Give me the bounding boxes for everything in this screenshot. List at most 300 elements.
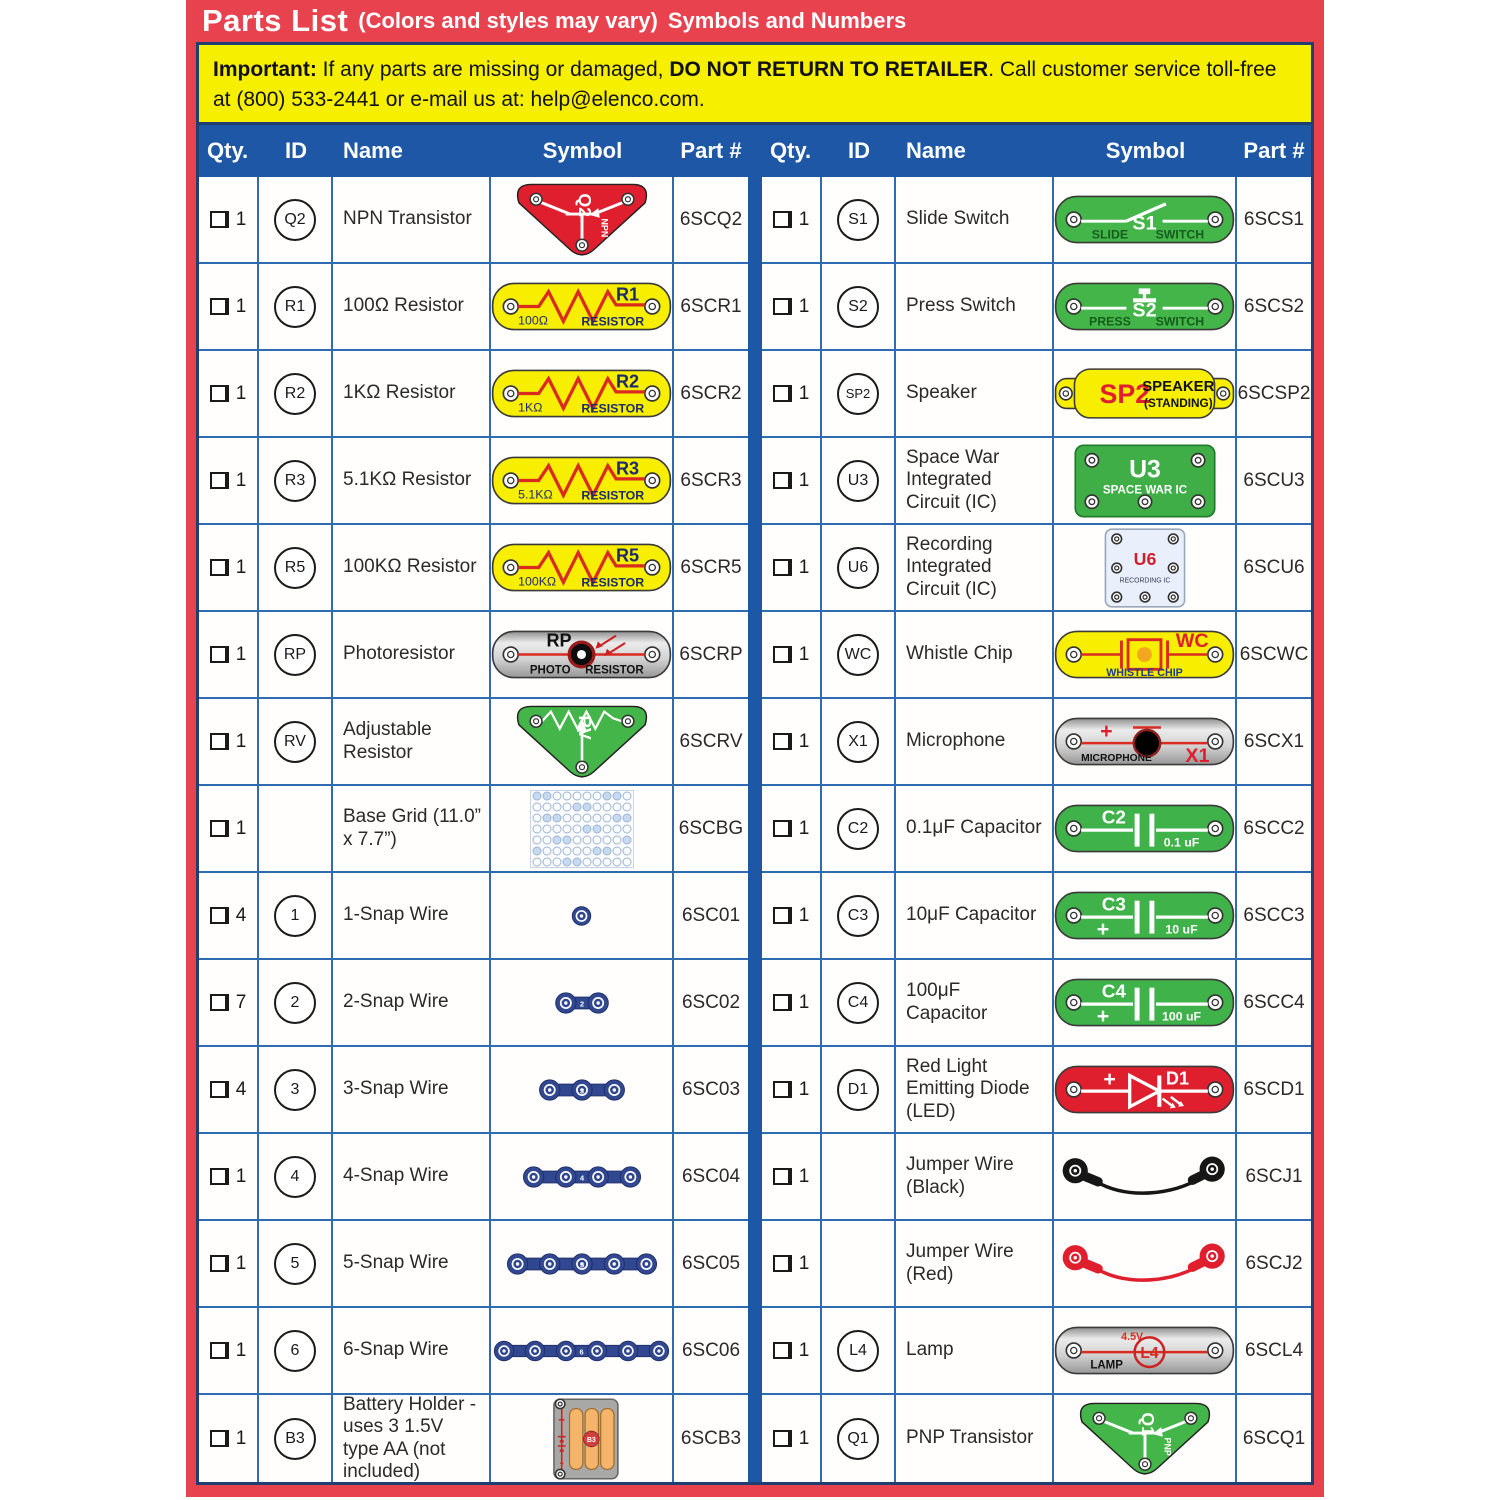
parts-table-right xyxy=(762,177,1311,1482)
part-number-cell xyxy=(1237,438,1311,525)
important-shout: DO NOT RETURN TO RETAILER xyxy=(669,58,989,81)
part-id-badge: B3 xyxy=(274,1418,316,1460)
name-cell xyxy=(896,351,1054,438)
qty-cell xyxy=(762,1395,822,1482)
id-cell xyxy=(259,351,333,438)
part-number-cell xyxy=(674,1308,748,1395)
svg-text:C2: C2 xyxy=(1101,807,1126,829)
svg-text:WC: WC xyxy=(1175,630,1209,653)
svg-text:R5: R5 xyxy=(615,545,640,566)
part-number: 6SC05 xyxy=(681,1252,741,1274)
qty-value: 1 xyxy=(798,1078,810,1100)
part-name: 3-Snap Wire xyxy=(343,1078,449,1100)
svg-text:SWITCH: SWITCH xyxy=(1155,227,1205,242)
svg-text:RP: RP xyxy=(546,630,572,651)
id-cell xyxy=(822,699,896,786)
part-name: 2-Snap Wire xyxy=(343,991,449,1013)
part-number-cell xyxy=(674,1395,748,1482)
part-number: 6SCC3 xyxy=(1243,904,1305,926)
qty-value: 1 xyxy=(798,991,810,1013)
qty-checkbox[interactable] xyxy=(210,1342,229,1359)
part-number-cell xyxy=(1237,786,1311,873)
qty-checkbox[interactable] xyxy=(773,1168,792,1185)
qty-value: 1 xyxy=(235,1339,247,1361)
part-id-badge: 1 xyxy=(274,895,316,937)
svg-text:SP2: SP2 xyxy=(1099,378,1151,409)
qty-value: 1 xyxy=(798,730,810,752)
part-symbol xyxy=(1054,1134,1237,1221)
name-cell xyxy=(333,1221,491,1308)
part-number: 6SCX1 xyxy=(1243,730,1305,752)
part-name: 100μF Capacitor xyxy=(906,980,988,1024)
qty-checkbox[interactable] xyxy=(773,646,792,663)
part-number-cell xyxy=(1237,177,1311,264)
part-symbol xyxy=(1054,351,1237,438)
id-cell xyxy=(259,873,333,960)
qty-cell xyxy=(199,1308,259,1395)
name-cell xyxy=(333,1308,491,1395)
qty-checkbox[interactable] xyxy=(210,1430,229,1447)
id-cell xyxy=(822,177,896,264)
qty-value: 1 xyxy=(235,556,247,578)
id-cell xyxy=(822,1047,896,1134)
qty-value: 1 xyxy=(798,469,810,491)
name-cell xyxy=(333,351,491,438)
qty-value: 1 xyxy=(798,556,810,578)
part-number: 6SC03 xyxy=(681,1078,741,1100)
id-cell xyxy=(259,786,333,873)
part-number: 6SC04 xyxy=(681,1165,741,1187)
id-cell xyxy=(259,612,333,699)
qty-value: 1 xyxy=(798,382,810,404)
part-number-cell xyxy=(674,525,748,612)
part-symbol xyxy=(491,1395,674,1482)
name-cell xyxy=(333,525,491,612)
qty-checkbox[interactable] xyxy=(773,211,792,228)
qty-checkbox[interactable] xyxy=(210,646,229,663)
svg-text:NPN: NPN xyxy=(598,218,609,237)
part-symbol xyxy=(491,525,674,612)
part-number-cell xyxy=(1237,699,1311,786)
id-cell xyxy=(259,1134,333,1221)
part-id-badge: S1 xyxy=(837,199,879,241)
qty-checkbox[interactable] xyxy=(773,1342,792,1359)
part-number: 6SCJ2 xyxy=(1245,1252,1303,1274)
qty-checkbox[interactable] xyxy=(210,733,229,750)
id-cell xyxy=(259,1047,333,1134)
svg-text:PRESS: PRESS xyxy=(1089,314,1131,329)
part-number-cell xyxy=(674,699,748,786)
page-title-bar xyxy=(196,0,1314,42)
part-symbol xyxy=(1054,960,1237,1047)
svg-text:+: + xyxy=(557,1413,565,1427)
part-number: 6SCB3 xyxy=(680,1427,742,1449)
svg-text:RESISTOR: RESISTOR xyxy=(581,314,645,329)
part-number: 6SC01 xyxy=(681,904,741,926)
svg-text:S2: S2 xyxy=(1132,299,1157,322)
part-symbol xyxy=(491,612,674,699)
qty-cell xyxy=(199,960,259,1047)
part-symbol xyxy=(1054,612,1237,699)
qty-value: 1 xyxy=(798,1427,810,1449)
name-cell xyxy=(896,1134,1054,1221)
header-divider xyxy=(748,125,762,177)
svg-text:3: 3 xyxy=(579,1085,584,1095)
svg-text:RESISTOR: RESISTOR xyxy=(581,575,645,590)
qty-checkbox[interactable] xyxy=(773,385,792,402)
qty-cell xyxy=(199,1047,259,1134)
part-name: Jumper Wire (Red) xyxy=(906,1241,1014,1285)
qty-cell xyxy=(762,438,822,525)
part-number: 6SCWC xyxy=(1239,643,1309,665)
qty-value: 1 xyxy=(798,208,810,230)
name-cell xyxy=(896,873,1054,960)
part-name: Press Switch xyxy=(906,295,1016,317)
part-symbol xyxy=(1054,264,1237,351)
part-id-badge: 4 xyxy=(274,1156,316,1198)
part-number: 6SCS1 xyxy=(1243,208,1305,230)
parts-list-page xyxy=(186,0,1324,1497)
name-cell xyxy=(896,1047,1054,1134)
name-cell xyxy=(896,786,1054,873)
part-number-cell xyxy=(1237,612,1311,699)
svg-text:PHOTO: PHOTO xyxy=(529,664,571,677)
svg-text:X1: X1 xyxy=(1185,745,1210,768)
part-number-cell xyxy=(674,351,748,438)
svg-text:6: 6 xyxy=(579,1346,584,1356)
qty-cell xyxy=(199,612,259,699)
important-label: Important: xyxy=(213,58,317,81)
qty-value: 4 xyxy=(235,1078,247,1100)
qty-checkbox[interactable] xyxy=(210,907,229,924)
part-number: 6SCC2 xyxy=(1243,817,1305,839)
important-notice xyxy=(199,45,1311,125)
part-id-badge: WC xyxy=(837,634,879,676)
part-id-badge: R3 xyxy=(274,460,316,502)
qty-cell xyxy=(199,1134,259,1221)
part-number: 6SCRV xyxy=(679,730,743,752)
qty-value: 1 xyxy=(235,730,247,752)
name-cell xyxy=(333,177,491,264)
qty-checkbox[interactable] xyxy=(210,1255,229,1272)
part-symbol xyxy=(491,1134,674,1221)
qty-value: 1 xyxy=(235,1427,247,1449)
part-number-cell xyxy=(674,1134,748,1221)
part-symbol xyxy=(491,1047,674,1134)
qty-checkbox[interactable] xyxy=(773,733,792,750)
qty-cell xyxy=(199,438,259,525)
qty-cell xyxy=(762,264,822,351)
qty-cell xyxy=(199,525,259,612)
qty-value: 1 xyxy=(235,295,247,317)
svg-text:R3: R3 xyxy=(615,458,640,479)
part-name: Recording Integrated Circuit (IC) xyxy=(906,533,997,600)
id-cell xyxy=(822,1308,896,1395)
svg-text:C4: C4 xyxy=(1101,981,1126,1003)
part-symbol xyxy=(1054,1395,1237,1482)
id-cell xyxy=(259,177,333,264)
qty-cell xyxy=(762,177,822,264)
svg-text:4.5V: 4.5V xyxy=(1121,1330,1144,1343)
svg-text:C3: C3 xyxy=(1101,894,1126,916)
qty-cell xyxy=(199,177,259,264)
qty-cell xyxy=(762,351,822,438)
id-cell xyxy=(822,1395,896,1482)
svg-text:R1: R1 xyxy=(615,284,640,305)
qty-checkbox[interactable] xyxy=(773,1081,792,1098)
part-symbol xyxy=(1054,1308,1237,1395)
qty-cell xyxy=(199,1221,259,1308)
part-name: Space War Integrated Circuit (IC) xyxy=(906,446,1000,513)
svg-text:RECORDING IC: RECORDING IC xyxy=(1119,577,1170,585)
part-name: Microphone xyxy=(906,730,1006,752)
name-cell xyxy=(896,177,1054,264)
part-number-cell xyxy=(1237,873,1311,960)
table-divider xyxy=(748,177,762,1482)
part-name: Jumper Wire (Black) xyxy=(906,1154,1014,1198)
qty-checkbox[interactable] xyxy=(773,1255,792,1272)
svg-text:LAMP: LAMP xyxy=(1090,1359,1123,1372)
part-id-badge: R1 xyxy=(274,286,316,328)
svg-text:Q2: Q2 xyxy=(574,192,595,217)
svg-text:1KΩ: 1KΩ xyxy=(518,400,543,415)
part-number: 6SCR2 xyxy=(680,382,742,404)
svg-text:5: 5 xyxy=(579,1259,584,1269)
qty-checkbox[interactable] xyxy=(773,820,792,837)
part-symbol xyxy=(491,264,674,351)
part-number: 6SCL4 xyxy=(1244,1339,1304,1361)
id-cell xyxy=(259,264,333,351)
qty-cell xyxy=(199,264,259,351)
qty-cell xyxy=(199,786,259,873)
part-number: 6SCSP2 xyxy=(1237,382,1311,404)
qty-cell xyxy=(199,351,259,438)
qty-checkbox[interactable] xyxy=(773,907,792,924)
part-number-cell xyxy=(1237,1134,1311,1221)
col-symbol: Symbol xyxy=(1105,138,1186,163)
name-cell xyxy=(896,960,1054,1047)
qty-value: 1 xyxy=(798,1339,810,1361)
col-name: Name xyxy=(343,138,403,163)
svg-text:S1: S1 xyxy=(1132,212,1157,235)
part-name: Base Grid (11.0” x 7.7”) xyxy=(343,806,481,850)
name-cell xyxy=(896,438,1054,525)
qty-checkbox[interactable] xyxy=(210,994,229,1011)
col-id: ID xyxy=(285,138,307,163)
name-cell xyxy=(896,1221,1054,1308)
part-number-cell xyxy=(674,264,748,351)
part-name: 1KΩ Resistor xyxy=(343,382,456,404)
id-cell xyxy=(822,873,896,960)
part-name: Photoresistor xyxy=(343,643,455,665)
part-name: 1-Snap Wire xyxy=(343,904,449,926)
col-name: Name xyxy=(906,138,966,163)
part-number-cell xyxy=(674,1221,748,1308)
id-cell xyxy=(822,438,896,525)
qty-value: 7 xyxy=(235,991,247,1013)
id-cell xyxy=(822,264,896,351)
part-number: 6SCR3 xyxy=(680,469,742,491)
qty-cell xyxy=(199,873,259,960)
svg-text:+: + xyxy=(1103,1067,1116,1092)
qty-value: 1 xyxy=(235,817,247,839)
parts-table-left xyxy=(199,177,748,1482)
column-headers-left xyxy=(199,125,748,177)
part-name: Red Light Emitting Diode (LED) xyxy=(906,1055,1030,1122)
svg-text:Q1: Q1 xyxy=(1137,1411,1158,1436)
qty-cell xyxy=(199,699,259,786)
col-part: Part # xyxy=(680,138,742,163)
col-symbol: Symbol xyxy=(542,138,623,163)
part-number-cell xyxy=(674,612,748,699)
part-number-cell xyxy=(1237,1308,1311,1395)
svg-text:100Ω: 100Ω xyxy=(518,313,548,328)
part-name: PNP Transistor xyxy=(906,1427,1034,1449)
qty-value: 4 xyxy=(235,904,247,926)
part-name: 100KΩ Resistor xyxy=(343,556,477,578)
parts-tables xyxy=(199,177,1311,1482)
part-symbol xyxy=(491,438,674,525)
qty-cell xyxy=(762,1308,822,1395)
qty-checkbox[interactable] xyxy=(210,472,229,489)
part-symbol xyxy=(1054,438,1237,525)
qty-checkbox[interactable] xyxy=(773,472,792,489)
id-cell xyxy=(259,960,333,1047)
qty-checkbox[interactable] xyxy=(210,820,229,837)
part-name: 100Ω Resistor xyxy=(343,295,464,317)
part-name: 4-Snap Wire xyxy=(343,1165,449,1187)
qty-value: 1 xyxy=(235,382,247,404)
name-cell xyxy=(333,1134,491,1221)
id-cell xyxy=(822,1134,896,1221)
part-number-cell xyxy=(674,873,748,960)
part-number: 6SCD1 xyxy=(1243,1078,1305,1100)
qty-value: 1 xyxy=(235,208,247,230)
part-number-cell xyxy=(674,786,748,873)
part-id-badge: C3 xyxy=(837,895,879,937)
qty-checkbox[interactable] xyxy=(773,298,792,315)
svg-text:(STANDING): (STANDING) xyxy=(1144,395,1213,410)
svg-text:RV: RV xyxy=(574,714,595,740)
part-number: 6SCU3 xyxy=(1243,469,1305,491)
qty-checkbox[interactable] xyxy=(773,559,792,576)
part-id-badge: RV xyxy=(274,721,316,763)
part-id-badge: R2 xyxy=(274,373,316,415)
part-name: Speaker xyxy=(906,382,977,404)
part-symbol xyxy=(491,351,674,438)
important-text1: If any parts are missing or damaged, xyxy=(316,58,670,81)
qty-value: 1 xyxy=(798,1165,810,1187)
id-cell xyxy=(822,786,896,873)
part-number-cell xyxy=(1237,264,1311,351)
id-cell xyxy=(259,438,333,525)
qty-value: 1 xyxy=(798,295,810,317)
qty-checkbox[interactable] xyxy=(210,1081,229,1098)
name-cell xyxy=(333,438,491,525)
id-cell xyxy=(822,525,896,612)
part-name: Slide Switch xyxy=(906,208,1010,230)
qty-checkbox[interactable] xyxy=(210,298,229,315)
qty-value: 1 xyxy=(798,817,810,839)
qty-checkbox[interactable] xyxy=(210,1168,229,1185)
svg-text:MICROPHONE: MICROPHONE xyxy=(1081,753,1152,765)
part-symbol xyxy=(1054,525,1237,612)
qty-checkbox[interactable] xyxy=(210,211,229,228)
qty-cell xyxy=(762,612,822,699)
part-id-badge: L4 xyxy=(837,1330,879,1372)
part-number: 6SCJ1 xyxy=(1245,1165,1303,1187)
id-cell xyxy=(822,612,896,699)
svg-text:R2: R2 xyxy=(615,371,640,392)
name-cell xyxy=(896,525,1054,612)
part-name: Whistle Chip xyxy=(906,643,1013,665)
id-cell xyxy=(259,699,333,786)
part-name: 0.1μF Capacitor xyxy=(906,817,1042,839)
name-cell xyxy=(896,612,1054,699)
svg-text:RESISTOR: RESISTOR xyxy=(581,401,645,416)
part-id-badge: RP xyxy=(274,634,316,676)
part-id-badge: Q1 xyxy=(837,1418,879,1460)
svg-text:L4: L4 xyxy=(1140,1344,1159,1362)
svg-text:D1: D1 xyxy=(1165,1068,1190,1089)
svg-text:5.1KΩ: 5.1KΩ xyxy=(518,487,553,502)
id-cell xyxy=(822,960,896,1047)
part-number: 6SCBG xyxy=(678,817,744,839)
part-symbol xyxy=(1054,699,1237,786)
name-cell xyxy=(333,1047,491,1134)
id-cell xyxy=(259,1221,333,1308)
svg-text:SWITCH: SWITCH xyxy=(1155,314,1205,329)
part-symbol xyxy=(491,786,674,873)
qty-checkbox[interactable] xyxy=(210,385,229,402)
name-cell xyxy=(333,786,491,873)
part-number: 6SCU6 xyxy=(1243,556,1305,578)
svg-text:U6: U6 xyxy=(1133,548,1156,569)
qty-value: 1 xyxy=(798,904,810,926)
name-cell xyxy=(333,699,491,786)
col-qty: Qty. xyxy=(207,138,249,163)
qty-checkbox[interactable] xyxy=(210,559,229,576)
qty-checkbox[interactable] xyxy=(773,994,792,1011)
svg-text:-: - xyxy=(559,1455,564,1469)
svg-text:0.1 uF: 0.1 uF xyxy=(1163,835,1200,850)
part-name: 5.1KΩ Resistor xyxy=(343,469,472,491)
id-cell xyxy=(822,1221,896,1308)
part-id-badge: S2 xyxy=(837,286,879,328)
qty-value: 1 xyxy=(235,1165,247,1187)
name-cell xyxy=(896,699,1054,786)
part-number-cell xyxy=(1237,960,1311,1047)
col-part: Part # xyxy=(1243,138,1305,163)
svg-text:2: 2 xyxy=(579,998,584,1008)
part-number-cell xyxy=(674,960,748,1047)
part-number: 6SC02 xyxy=(681,991,741,1013)
col-qty: Qty. xyxy=(770,138,812,163)
qty-cell xyxy=(762,873,822,960)
part-symbol xyxy=(1054,873,1237,960)
column-headers-right xyxy=(762,125,1311,177)
part-id-badge: C2 xyxy=(837,808,879,850)
qty-cell xyxy=(762,699,822,786)
part-id-badge: 5 xyxy=(274,1243,316,1285)
part-symbol xyxy=(491,1308,674,1395)
part-id-badge: SP2 xyxy=(837,373,879,415)
part-symbol xyxy=(491,1221,674,1308)
svg-text:SLIDE: SLIDE xyxy=(1091,227,1129,242)
svg-text:10 uF: 10 uF xyxy=(1165,922,1198,937)
qty-checkbox[interactable] xyxy=(773,1430,792,1447)
col-id: ID xyxy=(848,138,870,163)
